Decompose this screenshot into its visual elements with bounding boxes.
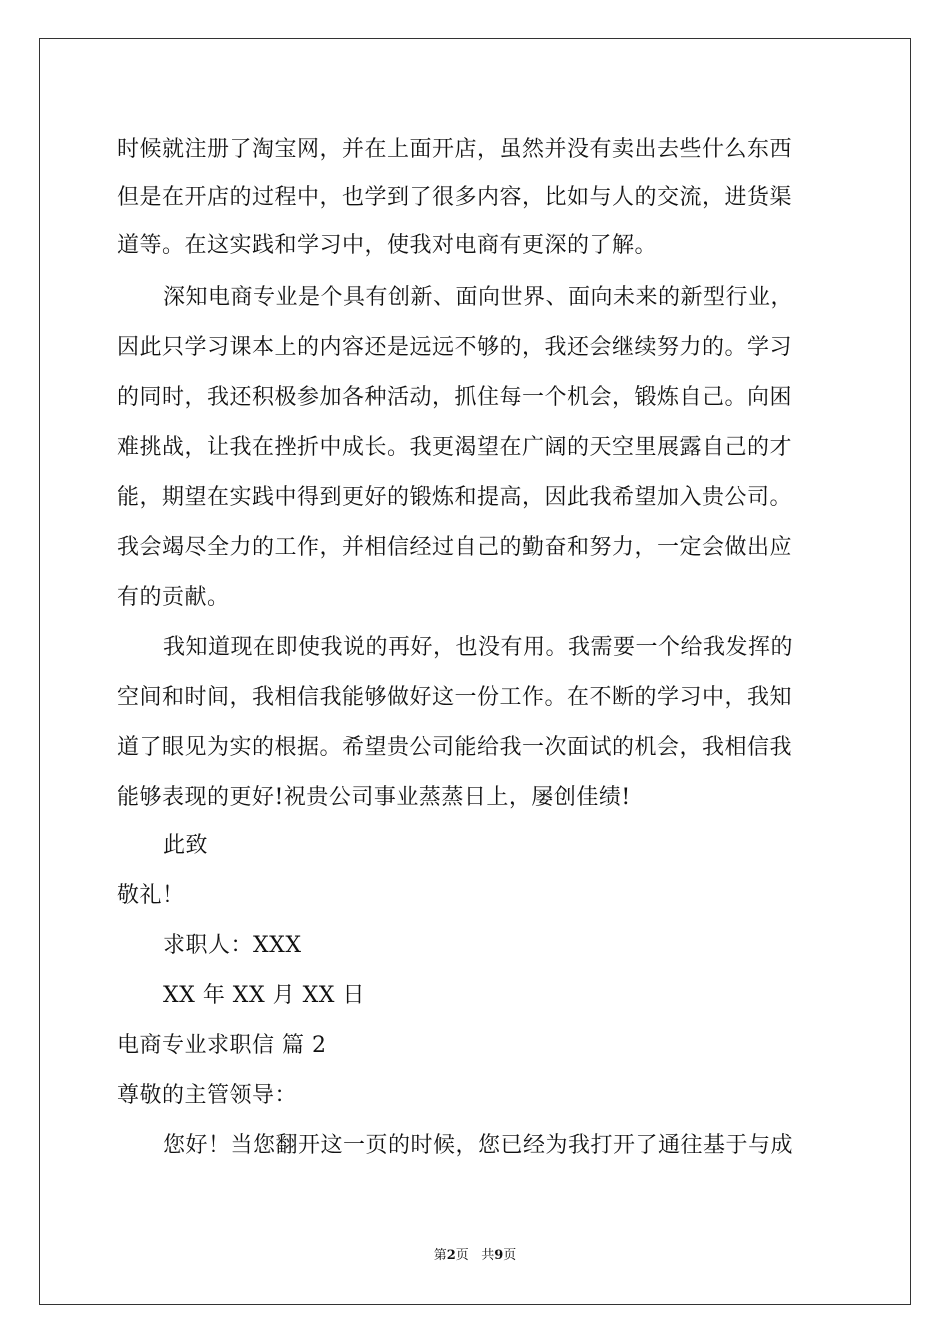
letter-date: XX 年 XX 月 XX 日 [163, 983, 365, 1008]
text-line: 我知道现在即使我说的再好，也没有用。我需要一个给我发挥的 [163, 635, 794, 660]
text-line: 能，期望在实践中得到更好的锻炼和提高，因此我希望加入贵公司。 [117, 485, 793, 510]
page-suffix: 页 [455, 1248, 469, 1263]
total-suffix: 页 [503, 1248, 517, 1263]
text-line: 道等。在这实践和学习中，使我对电商有更深的了解。 [117, 233, 658, 258]
section-heading: 电商专业求职信 篇 2 [117, 1033, 327, 1058]
text-line: 道了眼见为实的根据。希望贵公司能给我一次面试的机会，我相信我 [117, 735, 793, 760]
total-pages: 9 [494, 1248, 504, 1263]
page-prefix: 第 [433, 1248, 447, 1263]
greeting: 尊敬的主管领导： [117, 1083, 298, 1108]
closing-salutation: 此致 [163, 833, 209, 858]
applicant-signature: 求职人：XXX [163, 933, 302, 958]
text-line: 有的贡献。 [117, 585, 230, 610]
text-line: 我会竭尽全力的工作，并相信经过自己的勤奋和努力，一定会做出应 [117, 535, 793, 560]
text-line: 的同时，我还积极参加各种活动，抓住每一个机会，锻炼自己。向困 [117, 385, 793, 410]
text-line: 时候就注册了淘宝网，并在上面开店，虽然并没有卖出去些什么东西 [117, 137, 793, 162]
text-line: 能够表现的更好!祝贵公司事业蒸蒸日上，屡创佳绩! [117, 785, 631, 810]
text-line: 难挑战，让我在挫折中成长。我更渴望在广阔的天空里展露自己的才 [117, 435, 793, 460]
text-line: 空间和时间，我相信我能够做好这一份工作。在不断的学习中，我知 [117, 685, 793, 710]
page-footer [0, 1247, 950, 1265]
total-prefix: 共 [481, 1248, 495, 1263]
text-line: 深知电商专业是个具有创新、面向世界、面向未来的新型行业， [163, 285, 794, 310]
text-line: 您好！当您翻开这一页的时候，您已经为我打开了通往基于与成 [163, 1133, 794, 1158]
closing-regards: 敬礼！ [117, 883, 185, 908]
page-frame [39, 38, 911, 1305]
text-line: 但是在开店的过程中，也学到了很多内容，比如与人的交流，进货渠 [117, 185, 793, 210]
text-line: 因此只学习课本上的内容还是远远不够的，我还会继续努力的。学习 [117, 335, 793, 360]
page-number: 2 [446, 1248, 456, 1263]
